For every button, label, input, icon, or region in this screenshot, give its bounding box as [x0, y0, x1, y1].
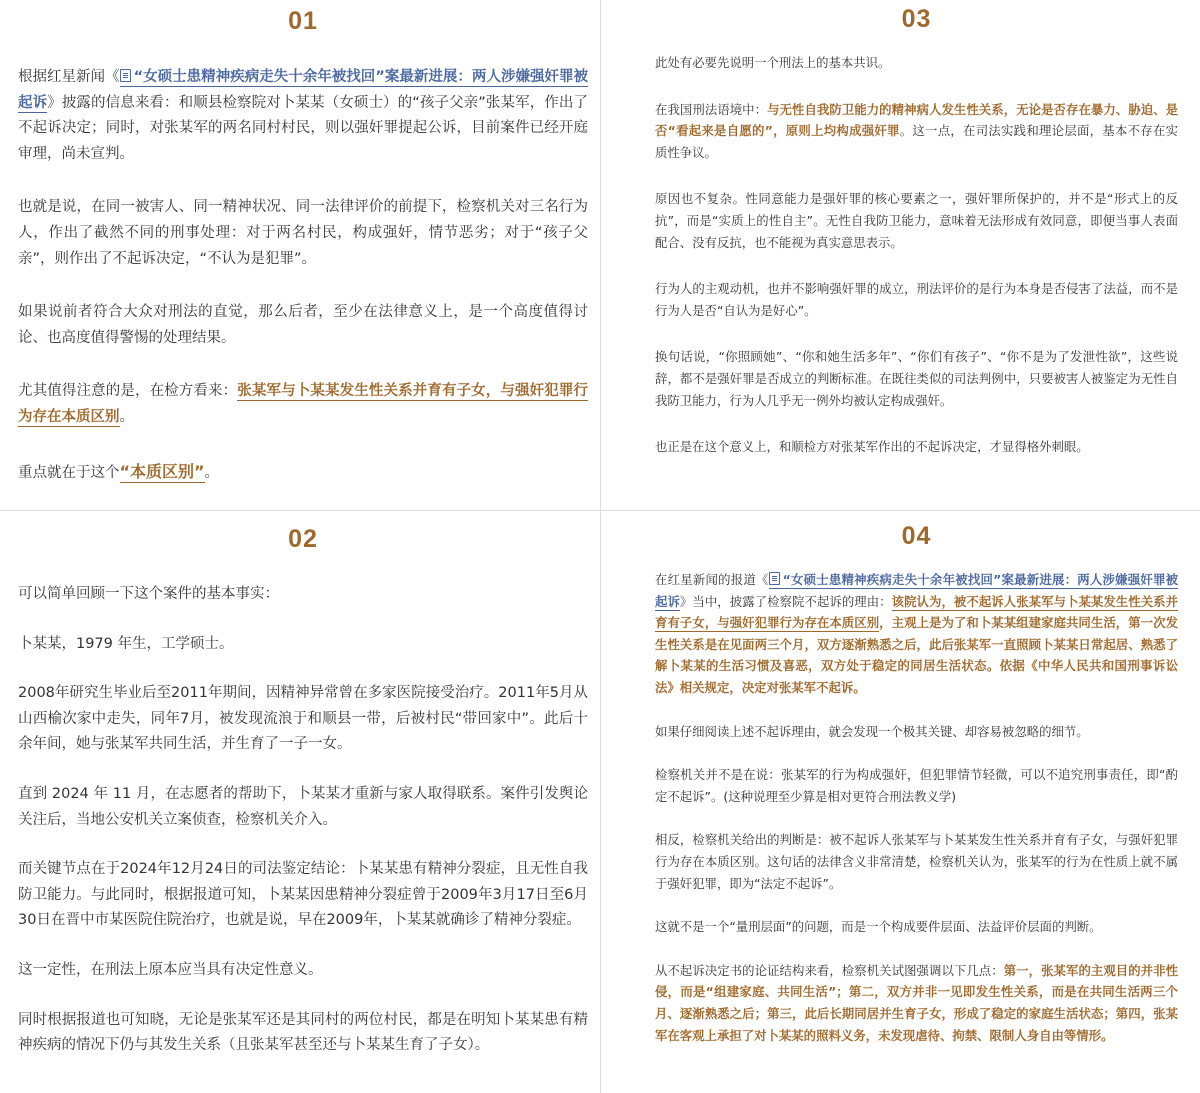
- text-span: 。: [204, 464, 220, 481]
- paragraph: 这就不是一个“量刑层面”的问题，而是一个构成要件层面、法益评价层面的判断。: [655, 919, 1102, 935]
- section-heading: 03: [901, 5, 932, 33]
- text-span: 在红星新闻的报道《: [655, 572, 769, 587]
- article-link-text[interactable]: “女硕士患精神疾病走失十余年被找回”案最新进展：两人涉嫌强奸罪被起诉: [18, 69, 589, 111]
- paragraph: 换句话说，“你照顾她”、“你和她生活多年”、“你们有孩子”、“你不是为了发泄性欲”，这些说辞，都不是强奸罪是否成立的判断标准。在既往类似的司法判例中，只要被害人被鉴定为无性自我防卫能力，行为人几乎无一例外均被认定构成强奸。: [655, 349, 1178, 408]
- article-link-text[interactable]: “女硕士患精神疾病走失十余年被找回”案最新进展：两人涉嫌强奸罪被起诉: [655, 572, 1178, 609]
- paragraph: [655, 569, 1178, 699]
- paragraph: 如果仔细阅读上述不起诉理由，就会发现一个极其关键、却容易被忽略的细节。: [655, 723, 1089, 739]
- paragraph: 而关键节点在于2024年12月24日的司法鉴定结论：卜某某患有精神分裂症，且无性自我防卫能力。与此同时，根据报道可知，卜某某因患精神分裂症曾于2009年3月17日至6月30日在晋中市某医院住院治疗，也就是说，早在2009年，卜某某就确诊了精神分裂症。: [18, 861, 588, 929]
- highlight-text: 第一，张某军的主观目的并非性侵，而是“组建家庭、共同生活”；第二，双方并非一见即发生性关系，而是在共同生活两三个月、逐渐熟悉之后；第三，此后长期同居并生育子女，形成了稳定的家庭生活状态；第四，张某军在客观上承担了对卜某某的照料义务，未发现虐待、拘禁、限制人身自由等情形。: [655, 962, 1179, 1043]
- text-span: 在我国刑法语境中：: [655, 101, 768, 117]
- text-span: 。这一点，在司法实践和理论层面，基本不存在实质性争议。: [655, 123, 1179, 160]
- text-span: 尤其值得注意的是，在检方看来：: [18, 383, 238, 400]
- paragraph: 同时根据报道也可知晓，无论是张某军还是其同村的两位村民，都是在明知卜某某患有精神疾病的情况下仍与其发生关系（且张某军甚至还与卜某某生育了子女）。: [18, 1011, 588, 1054]
- section-02: [0, 518, 600, 1093]
- paragraph: 直到 2024 年 11 月，在志愿者的帮助下，卜某某才重新与家人取得联系。案件引发舆论关注后，当地公安机关立案侦查，检察机关介入。: [18, 785, 588, 828]
- highlight-text: ，主观上是为了和卜某某组建家庭共同生活，第一次发生性关系是在见面两三个月，双方逐渐熟悉之后，此后张某军一直照顾卜某某日常起居、熟悉了解卜某某的生活习惯及喜恶，双方处于稳定的同居生活状态。依据《中华人民共和国刑事诉讼法》相关规定，决定对张某军不起诉。: [655, 615, 1179, 695]
- text-span: 。: [119, 408, 134, 425]
- section-03: [600, 0, 1200, 505]
- paragraph: 此处有必要先说明一个刑法上的基本共识。: [655, 55, 891, 70]
- text-span: 从不起诉决定书的论证结构来看，检察机关试图强调以下几点：: [655, 962, 1004, 978]
- section-04: [600, 518, 1200, 1093]
- section-heading: 01: [288, 7, 318, 35]
- paragraph: 也正是在这个意义上，和顺检方对张某军作出的不起诉决定，才显得格外刺眼。: [655, 439, 1089, 455]
- paragraph: 2008年研究生毕业后至2011年期间，因精神异常曾在多家医院接受治疗。2011年5月从山西榆次家中走失，同年7月，被发现流浪于和顺县一带，后被村民“带回家中”。此后十余年间，她与张某军共同生活，并生育了一子一女。: [18, 685, 588, 753]
- text-span: 》披露的信息来看：和顺县检察院对卜某某（女硕士）的“孩子父亲”张某军，作出了不起诉决定；同时，对张某军的两名同村村民，则以强奸罪提起公诉，目前案件已经开庭审理，尚未宣判。: [18, 94, 589, 162]
- paragraph: 可以简单回顾一下这个案件的基本事实：: [18, 586, 279, 602]
- emphasis-text: “本质区别”: [119, 461, 205, 481]
- document-icon: [120, 69, 131, 82]
- paragraph: 行为人的主观动机，也并不影响强奸罪的成立，刑法评价的是行为本身是否侵害了法益，而不是行为人是否“自认为是好心”。: [655, 281, 1178, 318]
- paragraph: 也就是说，在同一被害人、同一精神状况、同一法律评价的前提下，检察机关对三名行为人，作出了截然不同的刑事处理：对于两名村民，构成强奸，情节恶劣；对于“孩子父亲”，则作出了不起诉决定，“不认为是犯罪”。: [18, 199, 588, 267]
- text-span: 重点就在于这个: [18, 464, 120, 481]
- paragraph: [655, 960, 1178, 1046]
- paragraph: [18, 379, 588, 430]
- document-icon: [769, 572, 780, 585]
- section-heading: 04: [901, 522, 932, 550]
- emphasis-text: 该院认为，被不起诉人张某军与卜某某发生性关系并育有子女，与强奸犯罪行为存在本质区别: [655, 593, 1179, 631]
- text-span: 》当中，披露了检察院不起诉的理由：: [679, 593, 892, 609]
- paragraph: [18, 459, 588, 487]
- highlight-text: 与无性自我防卫能力的精神病人发生性关系，无论是否存在暴力、胁迫、是否“看起来是自愿的”，原则上均构成强奸罪: [655, 101, 1179, 139]
- paragraph: 卜某某，1979 年生，工学硕士。: [18, 635, 234, 652]
- paragraph: 原因也不复杂。性同意能力是强奸罪的核心要素之一，强奸罪所保护的，并不是“形式上的反抗”，而是“实质上的性自主”。无性自我防卫能力，意味着无法形成有效同意，即便当事人表面配合、没有反抗，也不能视为真实意思表示。: [655, 191, 1178, 250]
- paragraph: [18, 65, 588, 167]
- text-span: 根据红星新闻《: [18, 69, 120, 85]
- emphasis-text: 张某军与卜某某发生性关系并育有子女，与强奸犯罪行为存在本质区别: [18, 383, 589, 425]
- section-01: [0, 0, 600, 505]
- section-heading: 02: [288, 525, 318, 553]
- paragraph: 这一定性，在刑法上原本应当具有决定性意义。: [18, 961, 323, 978]
- paragraph: 如果说前者符合大众对刑法的直觉，那么后者，至少在法律意义上，是一个高度值得讨论、也高度值得警惕的处理结果。: [18, 304, 588, 346]
- horizontal-divider: [0, 510, 1200, 511]
- paragraph: 相反，检察机关给出的判断是：被不起诉人张某军与卜某某发生性关系并育有子女，与强奸犯罪行为存在本质区别。这句话的法律含义非常清楚，检察机关认为，张某军的行为在性质上就不属于强奸犯罪，即为“法定不起诉”。: [655, 832, 1178, 891]
- paragraph: 检察机关并不是在说：张某军的行为构成强奸，但犯罪情节轻微，可以不追究刑事责任，即“酌定不起诉”。(这种说理至少算是相对更符合刑法教义学): [655, 767, 1178, 804]
- paragraph: [655, 99, 1178, 164]
